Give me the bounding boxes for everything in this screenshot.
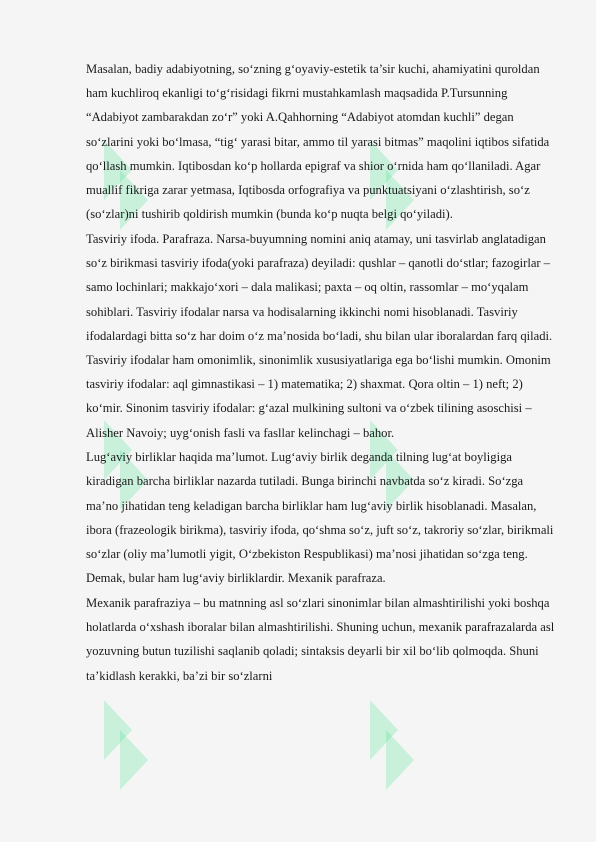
paragraph-iqtibos: Masalan, badiy adabiyotning, so‘zning g‘oyaviy-estetik ta’sir kuchi, ahamiyatini quroldan ham kuchliroq ekanligi to‘g‘risidagi fikrni mustahkamlash maqsadida P.Tursunning “Adabiyot zambarakdan zo‘r” yoki A.Qahhorning “Adabiyot atomdan kuchli” degan so‘zlarini yoki bo‘lmasa, “tig‘ yarasi bitar, ammo til yarasi bitmas” maqolini iqtibos sifatida qo‘llash mumkin. Iqtibosdan ko‘p hollarda epigraf va shior o‘rnida ham qo‘llaniladi. Agar muallif fikriga zarar yetmasa, Iqtibosda orfografiya va punktuatsiyani o‘zlashtirish, so‘z (so‘zlar)ni tushirib qoldirish mumkin (bunda ko‘p nuqta belgi qo‘yiladi). xyxy=(86,62,550,222)
paragraph-lugaviy-birliklar: Lug‘aviy birliklar haqida ma’lumot. Lug‘aviy birlik deganda tilning lug‘at boyligiga kiradigan barcha birliklar nazarda tutiladi. Bunga birinchi navbatda so‘z kiradi. So‘zga ma’no jihatidan teng keladigan barcha birliklar ham lug‘aviy birlik hisoblanadi. Masalan, ibora (frazeologik birikma), tasviriy ifoda, qo‘shma so‘z, juft so‘z, takroriy so‘zlar, birikmali so‘zlar (oliy ma’lumotli yigit, O‘zbekiston Respublikasi) ma’nosi jihatidan so‘zga teng. Demak, bular ham lug‘aviy birliklardir. Mexanik parafraza. xyxy=(86,450,554,586)
watermark-arrow-icon xyxy=(370,700,414,790)
document-body xyxy=(86,57,556,688)
paragraph-tasviriy-ifoda: Tasviriy ifoda. Parafraza. Narsa-buyumning nomini aniq atamay, uni tasvirlab anglatadigan so‘z birikmasi tasviriy ifoda(yoki parafraza) deyiladi: qushlar – qanotli do‘stlar; fazogirlar – samo lochinlari; makkajo‘xori – dala malikasi; paxta – oq oltin, rassomlar – mo‘yqalam sohiblari. Tasviriy ifodalar narsa va hodisalarning ikkinchi nomi hisoblanadi. Tasviriy ifodalardagi bitta so‘z har doim o‘z ma’nosida bo‘ladi, shu bilan ular iboralardan farq qiladi. Tasviriy ifodalar ham omonimlik, sinonimlik xususiyatlariga ega bo‘lishi mumkin. Omonim tasviriy ifodalar: aql gimnastikasi – 1) matematika; 2) shaxmat. Qora oltin – 1) neft; 2) ko‘mir. Sinonim tasviriy ifodalar: g‘azal mulkining sultoni va o‘zbek tilining asoschisi – Alisher Navoiy; uyg‘onish fasli va fasllar kelinchagi – bahor. xyxy=(86,231,553,440)
watermark-arrow-icon xyxy=(104,700,148,790)
paragraph-mexanik-parafraziya: Mexanik parafraziya – bu matnning asl so‘zlari sinonimlar bilan almashtirilishi yoki boshqa holatlarda o‘xshash iboralar bilan almashtirilishi. Shuning uchun, mexanik parafrazalarda asl yozuvning butun tuzilishi saqlanib qoladi; sintaksis deyarli bir xil bo‘lib qolmoqda. Shuni ta’kidlash kerakki, ba’zi bir so‘zlarni xyxy=(86,595,555,683)
